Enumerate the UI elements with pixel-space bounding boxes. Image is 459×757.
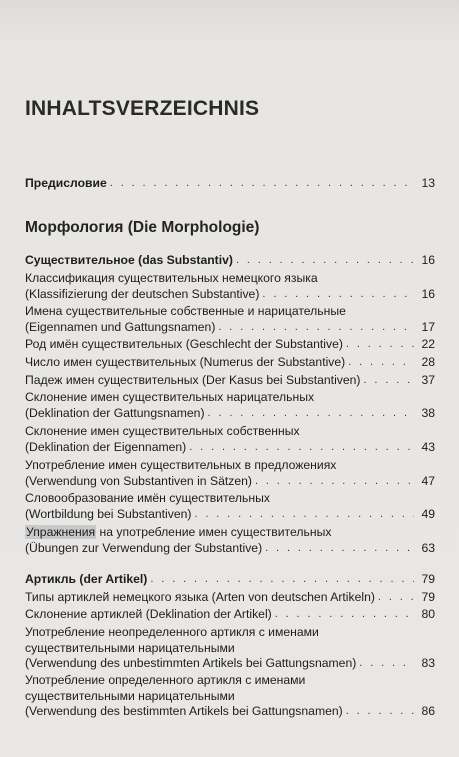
toc-line: Имена существительные собственные и нарицательные — [25, 304, 346, 318]
toc-line: Число имен существительных (Numerus der Substantive) — [25, 355, 346, 369]
toc-entry[interactable] — [25, 373, 435, 389]
toc-line — [25, 525, 435, 541]
toc-line: Склонение артиклей (Deklination der Artikel) — [25, 607, 272, 621]
toc-page-number: 47 — [421, 473, 435, 488]
toc-line: (Wortbildung bei Substantiven) — [25, 506, 192, 521]
toc-entry[interactable] — [25, 337, 435, 353]
toc-entry[interactable] — [25, 590, 435, 606]
leader-dots — [359, 656, 414, 672]
toc-entry-article[interactable] — [25, 572, 435, 588]
toc-line: Склонение имен существительных нарицательных — [25, 390, 315, 404]
toc-entry-preface[interactable] — [25, 176, 435, 192]
toc-entry[interactable] — [25, 458, 435, 489]
toc-entry[interactable] — [25, 355, 435, 371]
toc-entry[interactable] — [25, 390, 435, 421]
leader-dots — [262, 287, 414, 303]
toc-line: существительными нарицательными — [25, 688, 235, 703]
leader-dots — [218, 320, 414, 336]
toc-page-number: 43 — [421, 439, 435, 454]
leader-dots — [265, 541, 414, 557]
toc-entry-noun[interactable] — [25, 253, 435, 269]
toc-line: (Deklination der Gattungsnamen) — [25, 405, 205, 420]
toc-line: Классификация существительных немецкого языка — [25, 271, 318, 285]
toc-line: Род имён существительных (Geschlecht der Substantive) — [25, 337, 343, 351]
toc-entry[interactable] — [25, 424, 435, 455]
toc-line: существительными нарицательными — [25, 640, 235, 655]
section-title: Морфология (Die Morphologie) — [25, 219, 260, 236]
toc-line: Падеж имен существительных (Der Kasus bei Substantiven) — [25, 373, 361, 387]
leader-dots — [189, 440, 414, 456]
toc-entry[interactable] — [25, 625, 435, 672]
toc-page-number: 13 — [421, 176, 435, 190]
toc-page-number: 22 — [421, 337, 435, 351]
page-title: INHALTSVERZEICHNIS — [25, 97, 260, 120]
toc-page-number: 17 — [421, 319, 435, 334]
toc-line: (Verwendung des bestimmten Artikels bei Gattungsnamen) — [25, 704, 343, 718]
toc-entry-title: Предисловие — [25, 176, 107, 190]
toc-line: Употребление неопределенного артикля с именами — [25, 625, 319, 639]
toc-line: (Übungen zur Verwendung der Substantive) — [25, 540, 263, 555]
leader-dots — [150, 572, 414, 588]
toc-line: (Klassifizierung der deutschen Substantive) — [25, 286, 260, 301]
toc-page-number: 80 — [421, 607, 435, 621]
leader-dots — [208, 406, 414, 422]
toc-page-number: 79 — [421, 572, 435, 586]
toc-entry[interactable] — [25, 304, 435, 335]
leader-dots — [194, 507, 414, 523]
toc-line: (Verwendung von Substantiven in Sätzen) — [25, 473, 252, 488]
toc-page-number: 28 — [421, 355, 435, 369]
leader-dots — [346, 337, 414, 353]
toc-entry-title: Существительное (das Substantiv) — [25, 253, 233, 267]
toc-page-number: 79 — [421, 590, 435, 604]
toc-page-number: 83 — [421, 656, 435, 670]
leader-dots — [346, 704, 414, 720]
toc-line: (Verwendung des unbestimmten Artikels bei Gattungsnamen) — [25, 656, 357, 670]
toc-page-number: 37 — [421, 373, 435, 387]
toc-line: Типы артиклей немецкого языка (Arten von deutschen Artikeln) — [25, 590, 375, 604]
toc-page-number: 16 — [421, 286, 435, 301]
toc-line: Склонение имен существительных собственных — [25, 424, 300, 438]
highlighted-word: Упражнения — [26, 525, 96, 539]
toc-entry[interactable] — [25, 491, 435, 522]
toc-line: Употребление имен существительных в предложениях — [25, 458, 337, 472]
toc-line: (Eigennamen und Gattungsnamen) — [25, 319, 216, 334]
leader-dots — [110, 176, 414, 192]
toc-entry[interactable] — [25, 271, 435, 302]
leader-dots — [236, 253, 414, 269]
toc-page-number: 49 — [421, 506, 435, 521]
toc-entry[interactable] — [25, 607, 435, 623]
toc-line-rest: на употребление имен существительных — [96, 525, 332, 539]
toc-page-number: 86 — [421, 704, 435, 718]
toc-line: (Deklination der Eigennamen) — [25, 439, 187, 454]
toc-page-number: 63 — [421, 540, 435, 555]
leader-dots — [378, 590, 414, 606]
toc-entry-title: Артикль (der Artikel) — [25, 572, 148, 586]
toc-page-number: 38 — [421, 405, 435, 420]
leader-dots — [364, 373, 415, 389]
toc-page-number: 16 — [421, 253, 435, 267]
leader-dots — [348, 355, 414, 371]
toc-line: Употребление определенного артикля с именами — [25, 673, 306, 687]
toc-line: Словообразование имён существительных — [25, 491, 270, 505]
toc-entry[interactable] — [25, 673, 435, 720]
toc-entry[interactable] — [25, 525, 435, 556]
leader-dots — [255, 474, 414, 490]
leader-dots — [275, 607, 414, 623]
